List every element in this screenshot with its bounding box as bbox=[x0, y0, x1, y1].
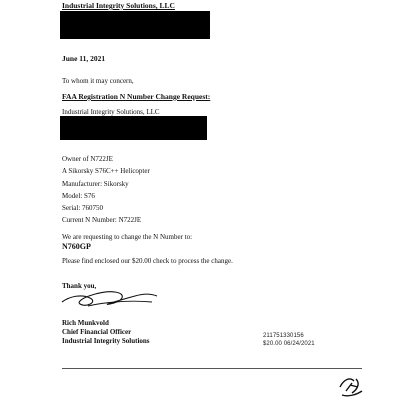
letterhead-company: Industrial Integrity Solutions, LLC bbox=[62, 1, 175, 10]
new-n-number: N760GP bbox=[62, 242, 91, 251]
handwritten-signature bbox=[60, 282, 160, 312]
subject-line: FAA Registration N Number Change Request: bbox=[62, 92, 211, 101]
footer-rule bbox=[62, 368, 362, 369]
payment-note: Please find enclosed our $20.00 check to process the change. bbox=[62, 257, 233, 265]
request-text: We are requesting to change the N Number to: bbox=[62, 233, 193, 241]
closing: Thank you, bbox=[62, 282, 97, 290]
redaction-box-address bbox=[60, 11, 210, 39]
handwritten-mark-icon bbox=[336, 373, 366, 399]
redaction-box-sender bbox=[60, 116, 207, 140]
greeting: To whom it may concern, bbox=[62, 77, 134, 85]
model-line: Model: S76 bbox=[62, 192, 95, 200]
sender-company: Industrial Integrity Solutions, LLC bbox=[62, 108, 160, 116]
stamp-number: 211751330156 bbox=[263, 333, 304, 339]
signer-title: Chief Financial Officer bbox=[62, 328, 132, 336]
serial-line: Serial: 760750 bbox=[62, 204, 104, 212]
signer-name: Rich Munkvold bbox=[62, 319, 109, 327]
owner-line: Owner of N722JE bbox=[62, 155, 113, 163]
signer-company: Industrial Integrity Solutions bbox=[62, 337, 150, 345]
letter-date: June 11, 2021 bbox=[62, 54, 106, 63]
stamp-amount-date: $20.00 06/24/2021 bbox=[263, 341, 315, 347]
manufacturer-line: Manufacturer: Sikorsky bbox=[62, 180, 129, 188]
current-number-line: Current N Number: N722JE bbox=[62, 216, 142, 224]
aircraft-description: A Sikorsky S76C++ Helicopter bbox=[62, 167, 150, 175]
